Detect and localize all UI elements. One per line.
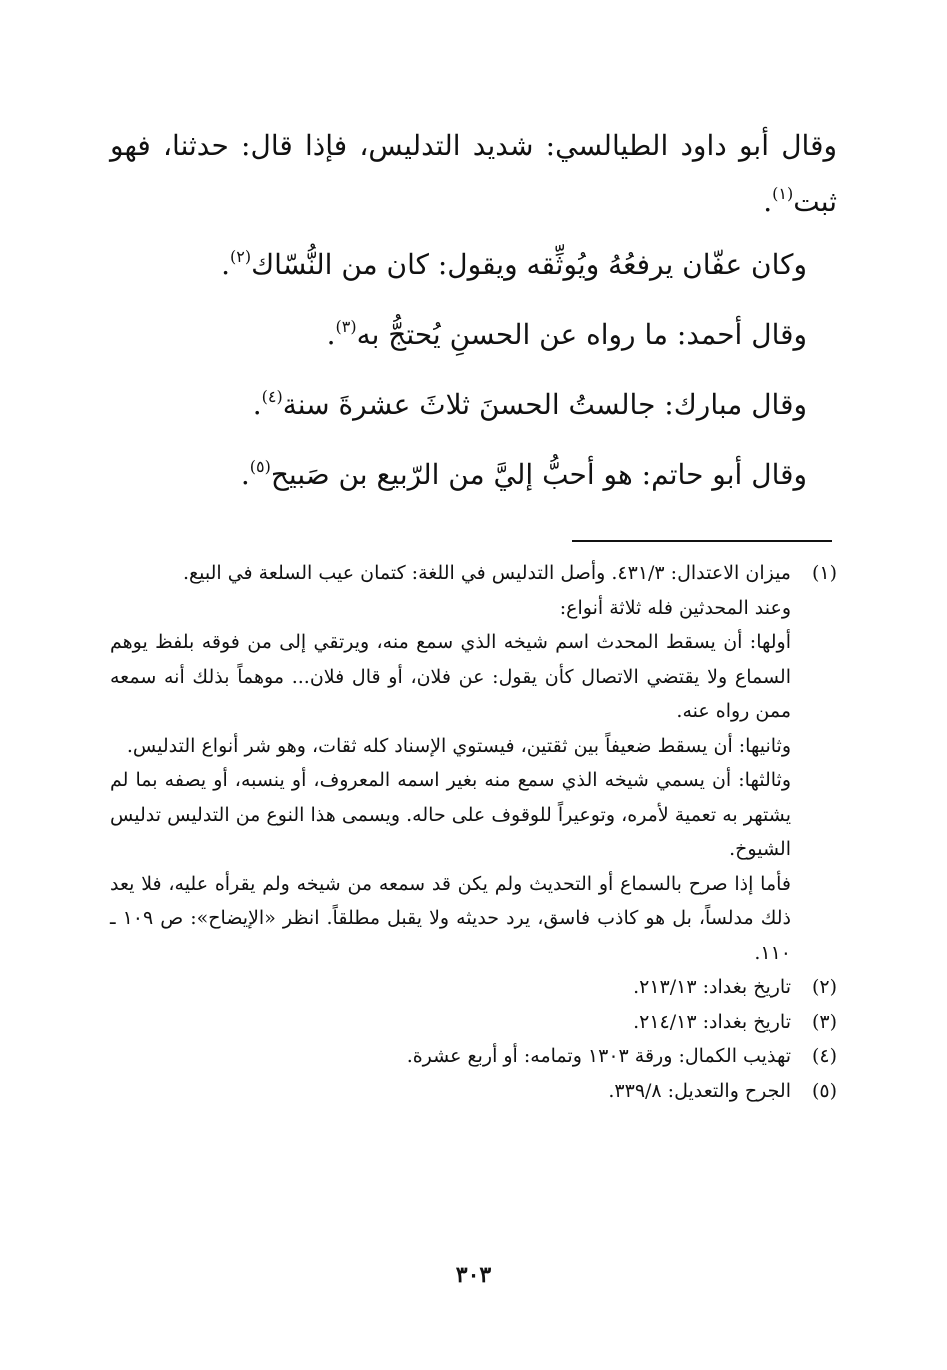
footnote-paragraph: الجرح والتعديل: ٣٣٩/٨. bbox=[608, 1079, 791, 1102]
main-paragraph-1 bbox=[110, 118, 837, 230]
footnote-ref-4: (٤) bbox=[261, 387, 283, 406]
footnotes bbox=[110, 556, 837, 1108]
footnote-number: (٣) bbox=[811, 1010, 837, 1033]
main-line-4-text: وقال مبارك: جالستُ الحسنَ ثلاثَ عشرةَ سنة bbox=[282, 388, 807, 421]
footnote-body bbox=[110, 970, 791, 1005]
footnote-paragraph: فأما إذا صرح بالسماع أو التحديث ولم يكن قد سمعه من شيخه ولم يقرأه عليه، فلا يعد ذلك مدلساً، بل هو كاذب فاسق، يرد حديثه ولا يقبل مطلقاً. انظر «الإيضاح»: ص ١٠٩ ـ ١١٠. bbox=[110, 872, 791, 964]
footnote-paragraph: ميزان الاعتدال: ٤٣١/٣. وأصل التدليس في اللغة: كتمان عيب السلعة في البيع. bbox=[182, 562, 791, 584]
main-line-4 bbox=[110, 370, 837, 440]
main-line-3-end: . bbox=[326, 318, 336, 351]
main-line-2-text: وكان عفّان يرفعُهُ ويُوثِّقه ويقول: كان من النُّسّاك bbox=[251, 248, 807, 281]
footnote-3 bbox=[110, 1005, 837, 1040]
footnote-5 bbox=[110, 1074, 837, 1109]
footnote-number: (١) bbox=[811, 562, 837, 584]
main-line-3-text: وقال أحمد: ما رواه عن الحسنِ يُحتجُّ به bbox=[356, 318, 807, 351]
main-line-5 bbox=[110, 440, 837, 510]
main-line-2 bbox=[110, 230, 837, 300]
main-line-3 bbox=[110, 300, 837, 370]
footnote-4 bbox=[110, 1039, 837, 1074]
main-paragraph-1-text: وقال أبو داود الطيالسي: شديد التدليس، فإذا قال: حدثنا، فهو ثبت bbox=[110, 129, 837, 218]
footnote-number: (٥) bbox=[811, 1079, 837, 1102]
main-line-5-text: وقال أبو حاتم: هو أحبُّ إليَّ من الرّبيع بن صَبيح bbox=[270, 458, 807, 491]
main-line-2-end: . bbox=[221, 248, 230, 281]
footnote-paragraph: تاريخ بغداد: ٢١٣/١٣. bbox=[633, 976, 791, 998]
footnote-2 bbox=[110, 970, 837, 1005]
footnote-paragraph: تاريخ بغداد: ٢١٤/١٣. bbox=[633, 1010, 791, 1033]
main-paragraph-1-end: . bbox=[763, 185, 773, 218]
footnote-number: (٢) bbox=[811, 976, 837, 998]
footnote-paragraph: وعند المحدثين فله ثلاثة أنواع: bbox=[559, 596, 791, 619]
footnote-ref-2: (٢) bbox=[229, 247, 252, 266]
main-line-5-end: . bbox=[240, 458, 250, 491]
main-text bbox=[110, 118, 837, 510]
footnote-paragraph: أولها: أن يسقط المحدث اسم شيخه الذي سمع منه، ويرتقي إلى من فوقه بلفظ يوهم السماع ولا يقتضي الاتصال كأن يقول: عن فلان، أو قال فلان... موهماً بذلك أنه سمعه ممن رواه عنه. bbox=[110, 631, 791, 722]
page-number: ٣٠٣ bbox=[455, 1262, 492, 1288]
main-line-4-end: . bbox=[252, 388, 262, 421]
footnote-paragraph: وثانيها: أن يسقط ضعيفاً بين ثقتين، فيستوي الإسناد كله ثقات، وهو شر أنواع التدليس. bbox=[126, 734, 791, 757]
footnote-paragraph: تهذيب الكمال: ورقة ١٣٠٣ وتمامه: أو أربع عشرة. bbox=[406, 1045, 791, 1067]
footnote-body bbox=[110, 1039, 791, 1074]
footnote-body bbox=[110, 1005, 791, 1040]
footnote-body bbox=[110, 1074, 791, 1109]
footnote-body bbox=[110, 556, 791, 970]
footnote-number: (٤) bbox=[811, 1045, 837, 1067]
footnote-ref-3: (٣) bbox=[335, 317, 357, 336]
footnote-1 bbox=[110, 556, 837, 970]
footnote-paragraph: وثالثها: أن يسمي شيخه الذي سمع منه بغير اسمه المعروف، أو ينسبه، أو يصفه بما لم يشتهر به تعمية لأمره، وتوعيراً للوقوف على حاله. ويسمى هذا النوع من التدليس تدليس الشيوخ. bbox=[110, 769, 791, 860]
footnote-ref-5: (٥) bbox=[249, 457, 271, 476]
footnote-ref-1: (١) bbox=[772, 184, 794, 203]
footnote-separator bbox=[572, 540, 832, 542]
